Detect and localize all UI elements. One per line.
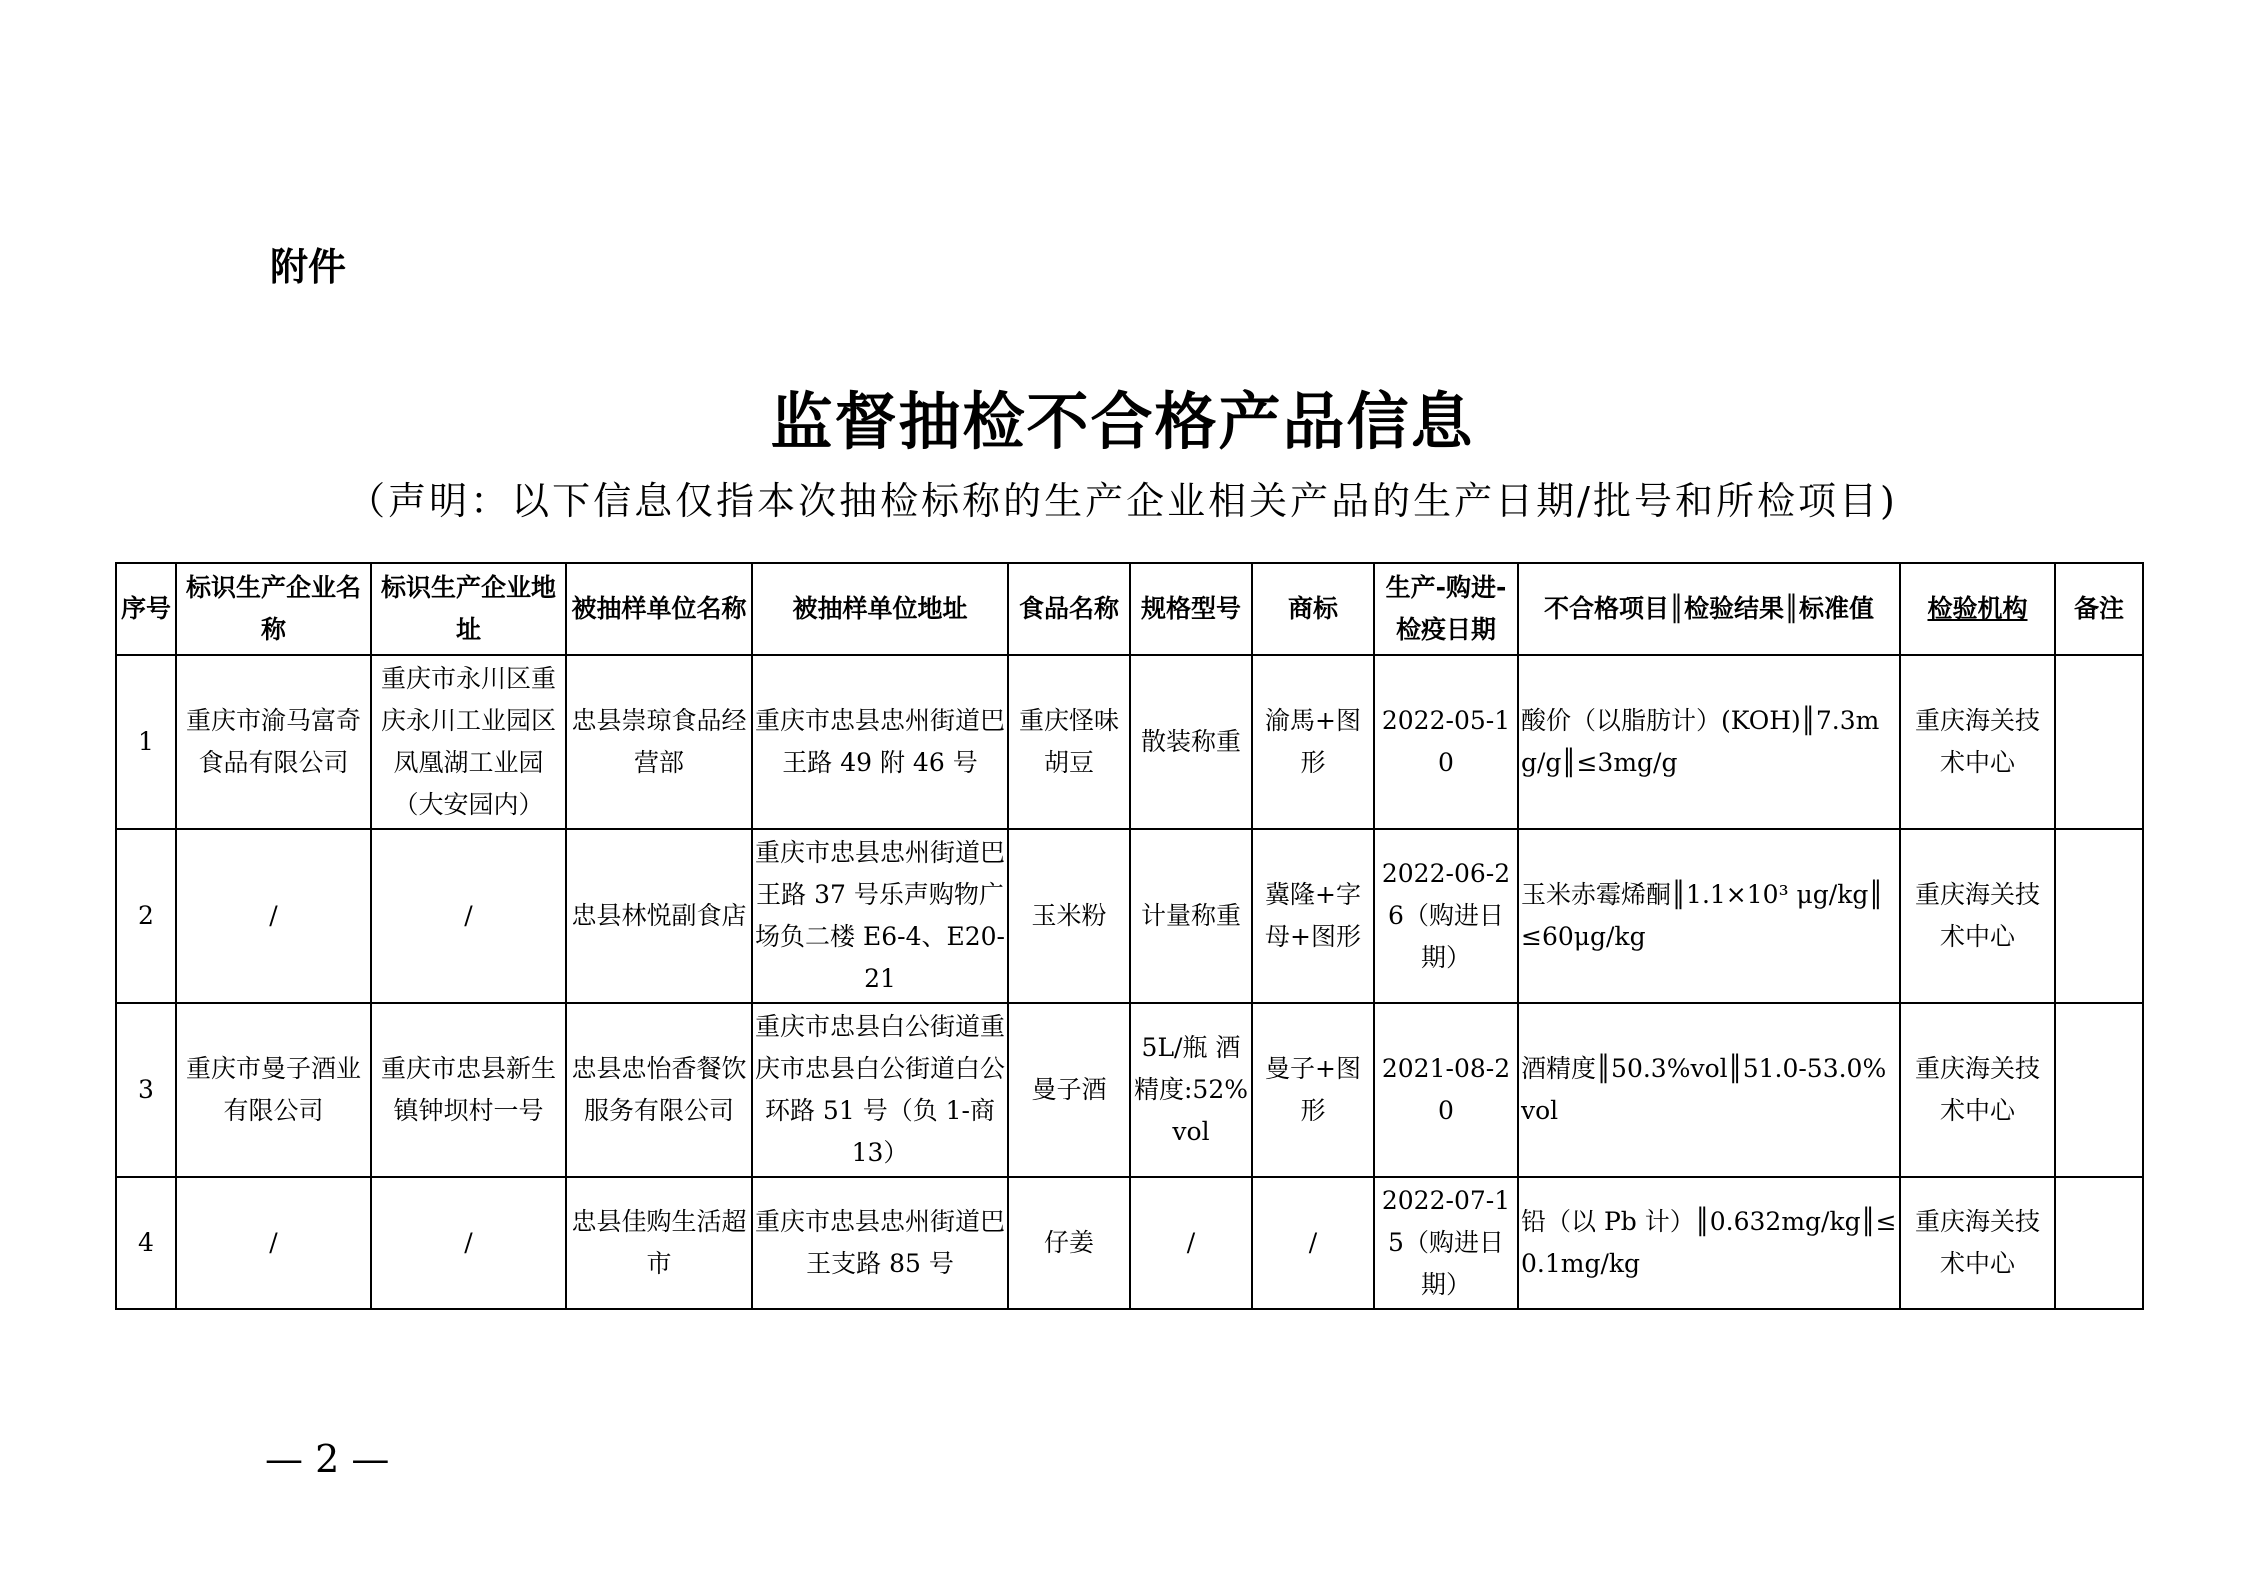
cell-lab: 重庆海关技术中心: [1900, 829, 2055, 1003]
cell-no: 2: [116, 829, 176, 1003]
cell-item: 铅（以 Pb 计）║0.632mg/kg║≤0.1mg/kg: [1518, 1177, 1900, 1309]
cell-note: [2055, 1177, 2143, 1309]
header-sampled-address: 被抽样单位地址: [752, 563, 1008, 655]
document-subtitle: （声明：以下信息仅指本次抽检标称的生产企业相关产品的生产日期/批号和所检项目): [347, 479, 1898, 523]
cell-maker-address: 重庆市忠县新生镇钟坝村一号: [371, 1003, 566, 1177]
cell-lab: 重庆海关技术中心: [1900, 655, 2055, 829]
cell-sampled-name: 忠县林悦副食店: [566, 829, 752, 1003]
cell-maker-address: /: [371, 1177, 566, 1309]
cell-date: 2022-05-10: [1374, 655, 1518, 829]
cell-maker-name: /: [176, 1177, 371, 1309]
cell-food: 仔姜: [1008, 1177, 1130, 1309]
header-sampled-name: 被抽样单位名称: [566, 563, 752, 655]
cell-note: [2055, 1003, 2143, 1177]
cell-item: 玉米赤霉烯酮║1.1×10³ μg/kg║≤60μg/kg: [1518, 829, 1900, 1003]
cell-sampled-name: 忠县佳购生活超市: [566, 1177, 752, 1309]
cell-brand: 冀隆+字母+图形: [1252, 829, 1374, 1003]
cell-spec: 计量称重: [1130, 829, 1252, 1003]
cell-item: 酸价（以脂肪计）(KOH)║7.3mg/g║≤3mg/g: [1518, 655, 1900, 829]
cell-maker-name: 重庆市曼子酒业有限公司: [176, 1003, 371, 1177]
cell-no: 1: [116, 655, 176, 829]
header-note: 备注: [2055, 563, 2143, 655]
attachment-label: 附件: [270, 245, 347, 289]
cell-food: 玉米粉: [1008, 829, 1130, 1003]
cell-no: 3: [116, 1003, 176, 1177]
header-brand: 商标: [1252, 563, 1374, 655]
cell-sampled-address: 重庆市忠县忠州街道巴王路 37 号乐声购物广场负二楼 E6-4、E20-21: [752, 829, 1008, 1003]
cell-lab: 重庆海关技术中心: [1900, 1177, 2055, 1309]
cell-spec: 散装称重: [1130, 655, 1252, 829]
cell-date: 2021-08-20: [1374, 1003, 1518, 1177]
header-item: 不合格项目║检验结果║标准值: [1518, 563, 1900, 655]
cell-maker-name: /: [176, 829, 371, 1003]
table-row: [116, 1177, 2143, 1309]
cell-food: 重庆怪味胡豆: [1008, 655, 1130, 829]
header-lab: 检验机构: [1900, 563, 2055, 655]
cell-sampled-name: 忠县崇琼食品经营部: [566, 655, 752, 829]
table-row: [116, 1003, 2143, 1177]
cell-note: [2055, 829, 2143, 1003]
inspection-table: [115, 562, 2144, 1310]
cell-sampled-address: 重庆市忠县忠州街道巴王路 49 附 46 号: [752, 655, 1008, 829]
table-header-row: [116, 563, 2143, 655]
cell-date: 2022-06-26（购进日期）: [1374, 829, 1518, 1003]
cell-maker-name: 重庆市渝马富奇食品有限公司: [176, 655, 371, 829]
header-no: 序号: [116, 563, 176, 655]
page-number: — 2 —: [265, 1437, 390, 1481]
cell-brand: 曼子+图形: [1252, 1003, 1374, 1177]
cell-lab: 重庆海关技术中心: [1900, 1003, 2055, 1177]
cell-sampled-name: 忠县忠怡香餐饮服务有限公司: [566, 1003, 752, 1177]
header-date: 生产-购进-检疫日期: [1374, 563, 1518, 655]
header-food: 食品名称: [1008, 563, 1130, 655]
cell-spec: 5L/瓶 酒精度:52%vol: [1130, 1003, 1252, 1177]
cell-brand: 渝馬+图形: [1252, 655, 1374, 829]
header-maker-name: 标识生产企业名称: [176, 563, 371, 655]
table-row: [116, 829, 2143, 1003]
cell-note: [2055, 655, 2143, 829]
cell-food: 曼子酒: [1008, 1003, 1130, 1177]
cell-maker-address: /: [371, 829, 566, 1003]
header-maker-address: 标识生产企业地址: [371, 563, 566, 655]
cell-brand: /: [1252, 1177, 1374, 1309]
cell-sampled-address: 重庆市忠县忠州街道巴王支路 85 号: [752, 1177, 1008, 1309]
table-row: [116, 655, 2143, 829]
cell-sampled-address: 重庆市忠县白公街道重庆市忠县白公街道白公环路 51 号（负 1-商 13）: [752, 1003, 1008, 1177]
document-title: 监督抽检不合格产品信息: [770, 385, 1475, 458]
cell-maker-address: 重庆市永川区重庆永川工业园区凤凰湖工业园（大安园内）: [371, 655, 566, 829]
cell-no: 4: [116, 1177, 176, 1309]
cell-spec: /: [1130, 1177, 1252, 1309]
header-spec: 规格型号: [1130, 563, 1252, 655]
cell-date: 2022-07-15（购进日期）: [1374, 1177, 1518, 1309]
cell-item: 酒精度║50.3%vol║51.0-53.0%vol: [1518, 1003, 1900, 1177]
